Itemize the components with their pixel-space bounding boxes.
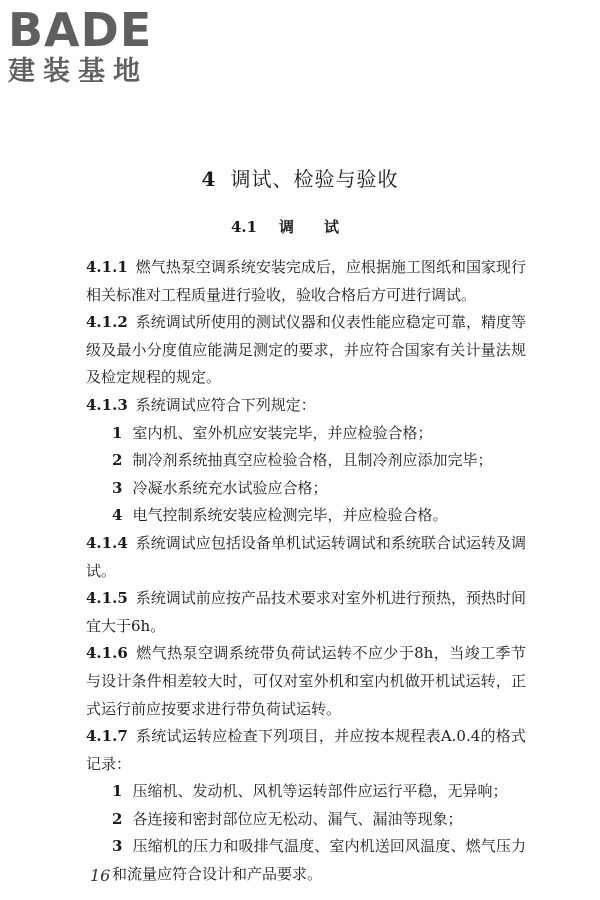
- clause-4-1-3: [86, 392, 526, 420]
- clause-4-1-6: [86, 640, 526, 723]
- section-heading: [0, 216, 600, 237]
- clause-number: 4.1.1: [86, 258, 128, 276]
- item-number: 3: [112, 837, 123, 856]
- item-number: 2: [112, 451, 123, 470]
- page-number: 16: [90, 866, 111, 885]
- item-text: 压缩机的压力和吸排气温度、室内机送回风温度、燃气压力和流量应符合设计和产品要求。: [112, 837, 526, 884]
- clause-text: 燃气热泵空调系统安装完成后，应根据施工图纸和国家现行相关标准对工程质量进行验收，验收合格后方可进行调试。: [86, 258, 526, 304]
- item-number: 3: [112, 478, 123, 497]
- logo-subtitle: 建装基地: [8, 56, 148, 87]
- item-text: 电气控制系统安装应检测完毕，并应检验合格。: [132, 506, 448, 525]
- clause-text: 燃气热泵空调系统带负荷试运转不应少于8h，当竣工季节与设计条件相差较大时，可仅对室外机和室内机做开机试运转，正式运行前应按要求进行带负荷试运转。: [86, 644, 526, 718]
- item-number: 1: [112, 423, 123, 442]
- clause-4-1-2: [86, 309, 526, 392]
- clause-number: 4.1.5: [86, 589, 128, 608]
- chapter-heading: [0, 163, 600, 192]
- clause-number: 4.1.6: [86, 644, 128, 663]
- chapter-title: 调试、检验与验收: [230, 167, 399, 191]
- item-text: 各连接和密封部位应无松动、漏气、漏油等现象；: [132, 809, 463, 828]
- item-text: 室内机、室外机应安装完毕，并应检验合格；: [132, 423, 433, 442]
- chapter-number: 4: [201, 167, 217, 191]
- clause-4-1-7: [86, 723, 526, 778]
- clause-text: 系统调试应符合下列规定：: [135, 395, 316, 414]
- clause-text: 系统调试所使用的测试仪器和仪表性能应稳定可靠，精度等级及最小分度值应能满足测定的要求，并应符合国家有关计量法规及检定规程的规定。: [86, 313, 526, 387]
- item-text: 冷凝水系统充水试验应合格；: [132, 478, 328, 497]
- clause-item: [86, 502, 526, 530]
- clause-item: [86, 833, 526, 888]
- clause-4-1-4: [86, 530, 526, 585]
- item-text: 压缩机、发动机、风机等运转部件应运行平稳，无异响；: [132, 782, 508, 801]
- clause-item: [86, 778, 526, 806]
- section-title: 调试: [279, 218, 370, 236]
- clause-text: 系统调试前应按产品技术要求对室外机进行预热，预热时间宜大于6h。: [86, 589, 526, 635]
- clause-item: [86, 447, 526, 475]
- clause-item: [86, 806, 526, 834]
- item-text: 制冷剂系统抽真空应检验合格，且制冷剂应添加完毕；: [132, 451, 493, 470]
- clause-number: 4.1.3: [86, 395, 128, 414]
- item-number: 2: [112, 809, 123, 828]
- clause-number: 4.1.4: [86, 533, 128, 552]
- clause-text: 系统调试应包括设备单机试运转调试和系统联合试运转及调试。: [86, 533, 526, 580]
- clause-4-1-1: [86, 254, 526, 309]
- item-number: 4: [112, 506, 123, 525]
- clause-4-1-5: [86, 585, 526, 640]
- bade-logo: [8, 3, 183, 88]
- clause-item: [86, 420, 526, 448]
- clause-text: 系统试运转应检查下列项目，并应按本规程表A.0.4的格式记录：: [86, 727, 526, 773]
- clause-item: [86, 475, 526, 503]
- item-number: 1: [112, 782, 123, 801]
- clause-list: [86, 254, 526, 889]
- clause-number: 4.1.2: [86, 313, 128, 332]
- clause-number: 4.1.7: [86, 727, 128, 746]
- section-number: 4.1: [230, 218, 258, 236]
- logo-wordmark: BADE: [8, 3, 153, 57]
